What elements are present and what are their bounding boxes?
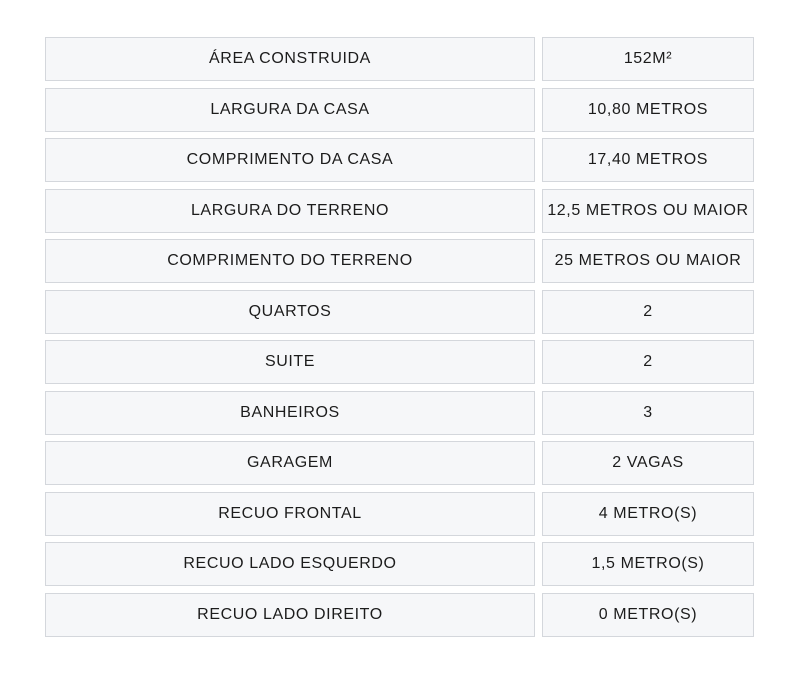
spec-value: 2 bbox=[542, 290, 754, 334]
spec-row-bathrooms bbox=[45, 391, 755, 435]
spec-row-suites bbox=[45, 340, 755, 384]
spec-row-lot-width bbox=[45, 189, 755, 233]
spec-value: 4 METRO(S) bbox=[542, 492, 754, 536]
spec-label: LARGURA DA CASA bbox=[45, 88, 535, 132]
spec-row-garage bbox=[45, 441, 755, 485]
spec-row-front-setback bbox=[45, 492, 755, 536]
spec-label: RECUO FRONTAL bbox=[45, 492, 535, 536]
spec-row-lot-length bbox=[45, 239, 755, 283]
spec-value: 2 VAGAS bbox=[542, 441, 754, 485]
spec-row-bedrooms bbox=[45, 290, 755, 334]
spec-row-left-setback bbox=[45, 542, 755, 586]
spec-value: 2 bbox=[542, 340, 754, 384]
spec-value: 3 bbox=[542, 391, 754, 435]
spec-value: 25 METROS OU MAIOR bbox=[542, 239, 754, 283]
spec-row-house-length bbox=[45, 138, 755, 182]
spec-label: RECUO LADO DIREITO bbox=[45, 593, 535, 637]
spec-value: 12,5 METROS OU MAIOR bbox=[542, 189, 754, 233]
spec-label: GARAGEM bbox=[45, 441, 535, 485]
spec-label: COMPRIMENTO DA CASA bbox=[45, 138, 535, 182]
spec-label: COMPRIMENTO DO TERRENO bbox=[45, 239, 535, 283]
spec-label: RECUO LADO ESQUERDO bbox=[45, 542, 535, 586]
spec-label: LARGURA DO TERRENO bbox=[45, 189, 535, 233]
spec-label: ÁREA CONSTRUIDA bbox=[45, 37, 535, 81]
spec-label: SUITE bbox=[45, 340, 535, 384]
house-specs-table bbox=[45, 37, 755, 643]
spec-row-house-width bbox=[45, 88, 755, 132]
spec-row-area bbox=[45, 37, 755, 81]
spec-value: 0 METRO(S) bbox=[542, 593, 754, 637]
spec-value: 17,40 METROS bbox=[542, 138, 754, 182]
spec-label: BANHEIROS bbox=[45, 391, 535, 435]
spec-value: 10,80 METROS bbox=[542, 88, 754, 132]
spec-value: 1,5 METRO(S) bbox=[542, 542, 754, 586]
spec-value: 152M² bbox=[542, 37, 754, 81]
spec-row-right-setback bbox=[45, 593, 755, 637]
spec-label: QUARTOS bbox=[45, 290, 535, 334]
